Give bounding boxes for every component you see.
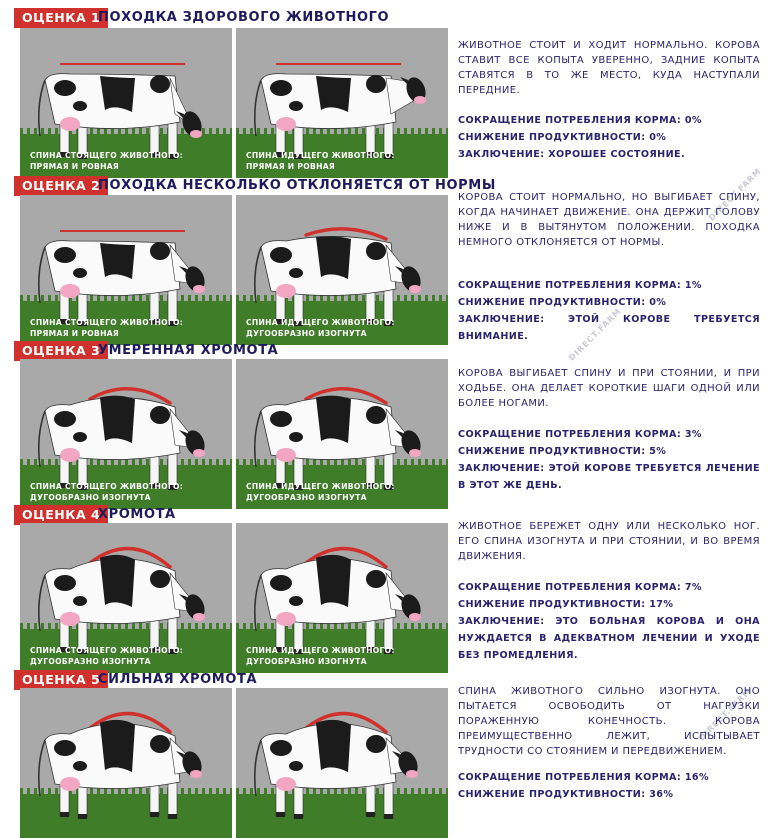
standing-cow-image <box>20 28 232 178</box>
facts <box>458 426 760 494</box>
cow-illustration <box>236 688 448 838</box>
score-badge: ОЦЕНКА 2 <box>14 176 108 196</box>
description: КОРОВА СТОИТ НОРМАЛЬНО, НО ВЫГИБАЕТ СПИНУ, КОГДА НАЧИНАЕТ ДВИЖЕНИЕ. ОНА ДЕРЖИТ ГОЛОВУ НИЖЕ И В ВЫТЯНУТОМ ПОЛОЖЕНИИ. ПОХОДКА НЕМНОГО ОТКЛОНЯЕТСЯ ОТ НОРМЫ. <box>458 192 760 248</box>
feed-reduction: СОКРАЩЕНИЕ ПОТРЕБЛЕНИЯ КОРМА: 16% <box>458 772 709 783</box>
productivity-drop: СНИЖЕНИЕ ПРОДУКТИВНОСТИ: 36% <box>458 789 674 800</box>
image-caption: СПИНА СТОЯЩЕГО ЖИВОТНОГО: ДУГООБРАЗНО ИЗОГНУТА <box>30 646 184 666</box>
standing-cow-image <box>20 523 232 673</box>
facts <box>458 769 760 803</box>
walking-cow-image <box>236 688 448 838</box>
conclusion: ЗАКЛЮЧЕНИЕ: ХОРОШЕЕ СОСТОЯНИЕ. <box>458 149 686 160</box>
image-caption: СПИНА СТОЯЩЕГО ЖИВОТНОГО: ПРЯМАЯ И РОВНАЯ <box>30 318 184 338</box>
section-title: СИЛЬНАЯ ХРОМОТА <box>98 672 258 687</box>
standing-cow-image <box>20 359 232 509</box>
facts <box>458 579 760 664</box>
image-caption: СПИНА ИДУЩЕГО ЖИВОТНОГО: ДУГООБРАЗНО ИЗОГНУТА <box>246 318 395 338</box>
feed-reduction: СОКРАЩЕНИЕ ПОТРЕБЛЕНИЯ КОРМА: 7% <box>458 582 702 593</box>
cow-illustration <box>20 688 232 838</box>
conclusion: ЗАКЛЮЧЕНИЕ: ЭТОЙ КОРОВЕ ТРЕБУЕТСЯ ВНИМАНИЕ. <box>458 314 760 342</box>
score-badge: ОЦЕНКА 5 <box>14 670 108 690</box>
section-title: ПОХОДКА НЕСКОЛЬКО ОТКЛОНЯЕТСЯ ОТ НОРМЫ <box>98 178 496 193</box>
image-caption: СПИНА ИДУЩЕГО ЖИВОТНОГО: ДУГООБРАЗНО ИЗОГНУТА <box>246 646 395 666</box>
walking-cow-image <box>236 195 448 345</box>
productivity-drop: СНИЖЕНИЕ ПРОДУКТИВНОСТИ: 17% <box>458 599 674 610</box>
description: КОРОВА ВЫГИБАЕТ СПИНУ И ПРИ СТОЯНИИ, И ПРИ ХОДЬБЕ. ОНА ДЕЛАЕТ КОРОТКИЕ ШАГИ ОДНОЙ ИЛИ БОЛЕЕ НОГАМИ. <box>458 368 760 409</box>
section-title: УМЕРЕННАЯ ХРОМОТА <box>98 343 279 358</box>
productivity-drop: СНИЖЕНИЕ ПРОДУКТИВНОСТИ: 0% <box>458 297 667 308</box>
section-title: ХРОМОТА <box>98 507 176 522</box>
facts <box>458 277 760 345</box>
facts <box>458 112 760 163</box>
standing-cow-image <box>20 195 232 345</box>
conclusion: ЗАКЛЮЧЕНИЕ: ЭТОЙ КОРОВЕ ТРЕБУЕТСЯ ЛЕЧЕНИЕ В ЭТОТ ЖЕ ДЕНЬ. <box>458 463 760 491</box>
image-caption: СПИНА ИДУЩЕГО ЖИВОТНОГО: ДУГООБРАЗНО ИЗОГНУТА <box>246 482 395 502</box>
walking-cow-image <box>236 28 448 178</box>
feed-reduction: СОКРАЩЕНИЕ ПОТРЕБЛЕНИЯ КОРМА: 3% <box>458 429 702 440</box>
productivity-drop: СНИЖЕНИЕ ПРОДУКТИВНОСТИ: 0% <box>458 132 667 143</box>
conclusion: ЗАКЛЮЧЕНИЕ: ЭТО БОЛЬНАЯ КОРОВА И ОНА НУЖДАЕТСЯ В АДЕКВАТНОМ ЛЕЧЕНИИ И УХОДЕ БЕЗ ПРОМЕДЛЕНИЯ. <box>458 616 760 661</box>
walking-cow-image <box>236 359 448 509</box>
productivity-drop: СНИЖЕНИЕ ПРОДУКТИВНОСТИ: 5% <box>458 446 667 457</box>
feed-reduction: СОКРАЩЕНИЕ ПОТРЕБЛЕНИЯ КОРМА: 1% <box>458 280 702 291</box>
description: ЖИВОТНОЕ СТОИТ И ХОДИТ НОРМАЛЬНО. КОРОВА СТАВИТ ВСЕ КОПЫТА УВЕРЕННО, ЗАДНИЕ КОПЫТА СТАВЯТСЯ В ТО ЖЕ МЕСТО, КУДА НАСТУПАЛИ ПЕРЕДНИЕ. <box>458 40 760 96</box>
standing-cow-image <box>20 688 232 838</box>
walking-cow-image <box>236 523 448 673</box>
watermark: DIRECT.FARM <box>697 686 754 743</box>
score-badge: ОЦЕНКА 1 <box>14 8 108 28</box>
description: ЖИВОТНОЕ БЕРЕЖЕТ ОДНУ ИЛИ НЕСКОЛЬКО НОГ. ЕГО СПИНА ИЗОГНУТА И ПРИ СТОЯНИИ, И ВО ВРЕМЯ ДВИЖЕНИЯ. <box>458 521 760 562</box>
watermark: DIRECT.FARM <box>707 166 764 223</box>
image-caption: СПИНА СТОЯЩЕГО ЖИВОТНОГО: ПРЯМАЯ И РОВНАЯ <box>30 151 184 171</box>
score-badge: ОЦЕНКА 4 <box>14 505 108 525</box>
description: СПИНА ЖИВОТНОГО СИЛЬНО ИЗОГНУТА. ОНО ПЫТАЕТСЯ ОСВОБОДИТЬ ОТ НАГРУЗКИ ПОРАЖЕННУЮ КОНЕЧНОСТЬ. КОРОВА ПРЕИМУЩЕСТВЕННО ЛЕЖИТ, ИСПЫТЫВАЕТ ТРУДНОСТИ СО СТОЯНИЕМ И ПЕРЕДВИЖЕНИЕМ. <box>458 686 760 757</box>
section-title: ПОХОДКА ЗДОРОВОГО ЖИВОТНОГО <box>98 10 390 25</box>
feed-reduction: СОКРАЩЕНИЕ ПОТРЕБЛЕНИЯ КОРМА: 0% <box>458 115 702 126</box>
image-caption: СПИНА СТОЯЩЕГО ЖИВОТНОГО: ДУГООБРАЗНО ИЗОГНУТА <box>30 482 184 502</box>
image-caption: СПИНА ИДУЩЕГО ЖИВОТНОГО: ПРЯМАЯ И РОВНАЯ <box>246 151 395 171</box>
score-badge: ОЦЕНКА 3 <box>14 341 108 361</box>
watermark: DIRECT.FARM <box>567 306 624 363</box>
